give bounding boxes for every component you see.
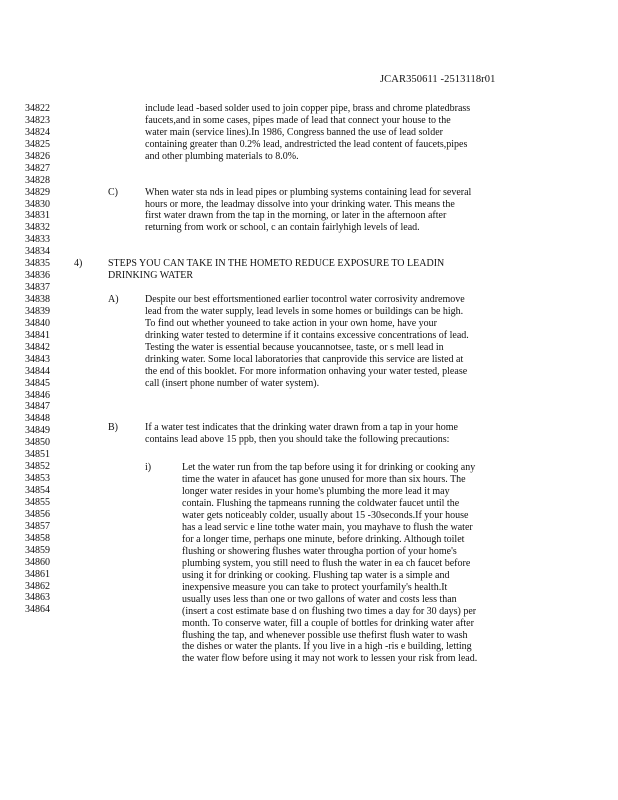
text-line: flushing the tap, and whenever possible use thefirst flush water to wash (182, 629, 468, 641)
line-number: 34823 (25, 114, 50, 126)
text-line: and other plumbing materials to 8.0%. (145, 150, 299, 162)
line-number: 34838 (25, 294, 50, 305)
text-line: faucets,and in some cases, pipes made of lead that connect your house to the (145, 114, 451, 126)
text-line: Despite our best effortsmentioned earlier tocontrol water corrosivity andremove (145, 294, 465, 306)
text-line: for a longer time, perhaps one minute, before drinking. Although toilet (182, 534, 465, 546)
line-number: 34859 (25, 544, 50, 556)
line-number: 34830 (25, 198, 50, 210)
line-number: 34850 (25, 437, 50, 449)
line-number: 34833 (25, 234, 50, 246)
text-line: longer water resides in your home's plumbing the more lead it may (182, 486, 450, 498)
item-i-paragraph (182, 462, 532, 665)
line-number: 34852 (25, 461, 50, 473)
text-line: (insert a cost estimate base d on flushing two times a day for 30 days) per (182, 605, 477, 617)
line-number: 34827 (25, 162, 50, 174)
text-line: inexpensive measure you can take to protect yourfamily's health.It (182, 581, 448, 593)
line-number: 34824 (25, 126, 50, 138)
line-number: 34844 (25, 365, 50, 377)
item-c-paragraph (145, 187, 531, 235)
line-number: 34846 (25, 389, 50, 401)
line-number: 34840 (25, 317, 50, 329)
line-number: 34842 (25, 341, 50, 353)
text-line: time the water in afaucet has gone unused for more than six hours. The (182, 474, 466, 486)
text-line: has a lead servic e line tothe water main, you mayhave to flush the water (182, 522, 473, 534)
item-c-marker: C) (108, 186, 118, 198)
section-4-heading-line-1: STEPS YOU CAN TAKE IN THE HOMETO REDUCE EXPOSURE TO LEADIN (108, 258, 445, 270)
item-a-paragraph (145, 294, 531, 390)
line-number: 34826 (25, 150, 50, 162)
line-number: 34825 (25, 138, 50, 150)
line-number: 34832 (25, 222, 50, 234)
line-number: 34857 (25, 520, 50, 532)
line-number: 34839 (25, 305, 50, 317)
text-line: Let the water run from the tap before using it for drinking or cooking any (182, 462, 476, 474)
line-number: 34858 (25, 532, 50, 544)
text-line: containing greater than 0.2% lead, andrestricted the lead content of faucets,pipes (145, 138, 468, 150)
line-number: 34853 (25, 473, 50, 485)
text-line: first water drawn from the tap in the morning, or later in the afternoon after (145, 210, 447, 222)
text-line: water main (service lines).In 1986, Congress banned the use of lead solder (145, 126, 443, 138)
text-line: usually uses less than one or two gallons of water and costs less than (182, 593, 457, 605)
text-line: month. To conserve water, fill a couple of bottles for drinking water after (182, 617, 474, 629)
text-line: If a water test indicates that the drinking water drawn from a tap in your home (145, 421, 458, 433)
text-line: using it for drinking or cooking. Flushing tap water is a simple and (182, 569, 450, 581)
text-line: lead from the water supply, lead levels in some homes or buildings can be high. (145, 306, 464, 318)
text-line: the end of this booklet. For more information onhaving your water tested, please (145, 365, 468, 377)
text-line: include lead -based solder used to join copper pipe, brass and chrome platedbrass (145, 103, 471, 114)
line-number: 34845 (25, 377, 50, 389)
line-number: 34848 (25, 413, 50, 425)
line-number: 34860 (25, 556, 50, 568)
line-number: 34851 (25, 449, 50, 461)
text-line: To find out whether youneed to take action in your own home, have your (145, 318, 438, 330)
line-number: 34836 (25, 270, 50, 282)
line-number: 34855 (25, 496, 50, 508)
item-i-marker: i) (145, 462, 152, 474)
text-line: contain. Flushing the tapmeans running the coldwater faucet until the (182, 498, 460, 510)
line-number: 34831 (25, 210, 50, 222)
document-header: JCAR350611 -2513118r01 (380, 74, 496, 85)
text-line: the dishes or water the plants. If you live in a high -ris e building, letting (182, 641, 472, 653)
line-number: 34863 (25, 592, 50, 604)
line-number: 34822 (25, 103, 50, 114)
line-number: 34829 (25, 186, 50, 198)
intro-paragraph (145, 103, 528, 163)
line-number: 34834 (25, 246, 50, 258)
line-number: 34849 (25, 425, 50, 437)
line-number: 34854 (25, 485, 50, 496)
item-b-marker: B) (108, 421, 118, 433)
section-4-number: 4) (74, 258, 83, 270)
text-line: water gets noticeably colder, usually about 15 -30seconds.If your house (182, 510, 469, 522)
text-line: drinking water. Some local laboratories that canprovide this service are listed at (145, 353, 464, 365)
text-line: the water flow before using it may not work to lessen your risk from lead. (182, 653, 478, 665)
item-b-paragraph (145, 422, 517, 446)
text-line: drinking water tested to determine if it contains excessive concentrations of lead. (145, 330, 469, 341)
line-number: 34856 (25, 508, 50, 520)
item-a-marker: A) (108, 294, 119, 306)
line-number: 34861 (25, 568, 50, 580)
line-number: 34828 (25, 174, 50, 186)
line-number: 34862 (25, 580, 50, 592)
section-4-heading-line-2: DRINKING WATER (108, 270, 194, 282)
text-line: call (insert phone number of water system). (145, 377, 320, 389)
line-number: 34835 (25, 258, 50, 270)
line-number: 34843 (25, 353, 50, 365)
text-line: Testing the water is essential because youcannotsee, taste, or s mell lead in (145, 341, 444, 353)
text-line: When water sta nds in lead pipes or plumbing systems containing lead for several (145, 186, 472, 198)
text-line: flushing or showering flushes water througha portion of your home's (182, 545, 457, 557)
text-line: plumbing system, you still need to flush the water in ea ch faucet before (182, 557, 471, 569)
line-number: 34847 (25, 401, 50, 413)
line-number: 34864 (25, 604, 50, 616)
text-line: returning from work or school, c an contain fairlyhigh levels of lead. (145, 222, 420, 234)
line-number: 34841 (25, 329, 50, 341)
line-number-column (25, 103, 50, 616)
line-number: 34837 (25, 282, 50, 294)
text-line: hours or more, the leadmay dissolve into your drinking water. This means the (145, 198, 455, 210)
text-line: contains lead above 15 ppb, then you should take the following precautions: (145, 433, 450, 445)
